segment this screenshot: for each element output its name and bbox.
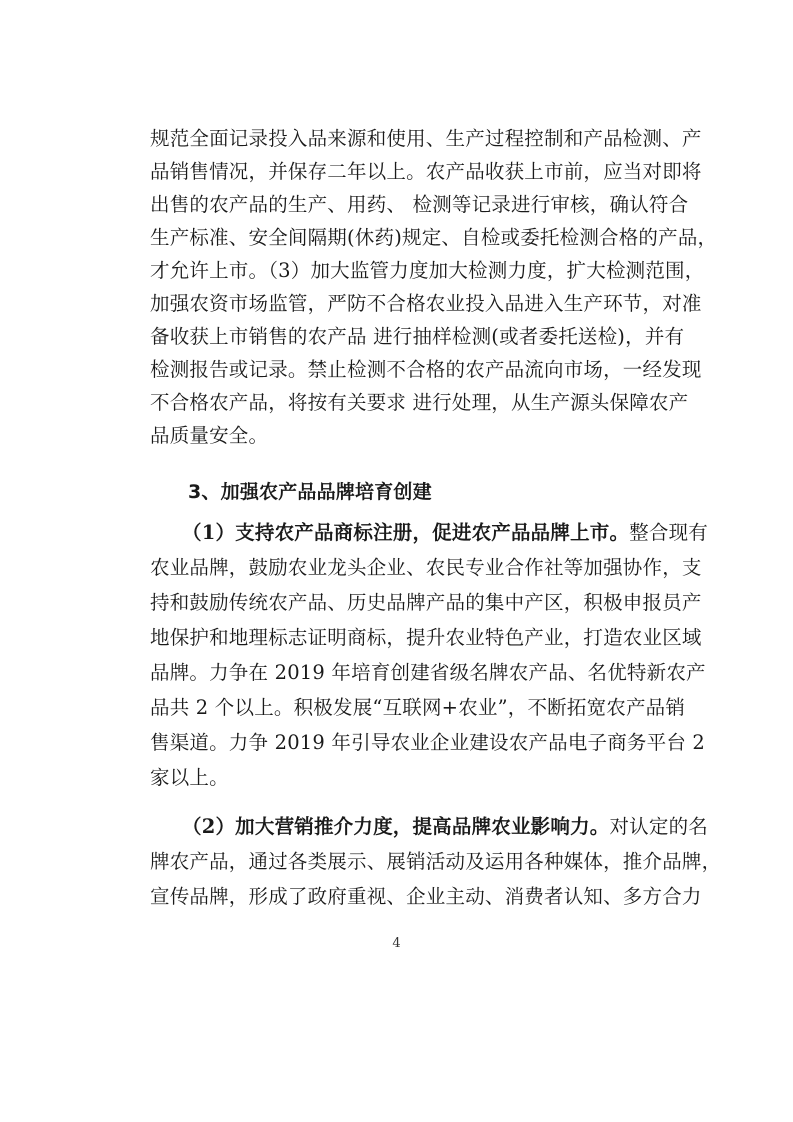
paragraph-lead: （2）加大营销推介力度，提高品牌农业影响力。 <box>182 815 610 838</box>
body-text-line: 规范全面记录投入品来源和使用、生产过程控制和产品检测、产 <box>150 127 702 150</box>
body-text-line: 品共 2 个以上。积极发展“互联网+农业”，不断拓宽农产品销 <box>150 696 686 719</box>
body-text-line: 加强农资市场监管，严防不合格农业投入品进入生产环节，对准 <box>150 292 702 315</box>
body-text-line: 牌农产品，通过各类展示、展销活动及运用各种媒体，推介品牌， <box>150 850 722 873</box>
body-text-line: 生产标准、安全间隔期(休药)规定、自检或委托检测合格的产品， <box>150 226 718 249</box>
body-text-line: 地保护和地理标志证明商标，提升农业特色产业，打造农业区域 <box>150 626 702 649</box>
paragraph-text: 对认定的名 <box>609 815 708 838</box>
body-text-line: 品销售情况，并保存二年以上。农产品收获上市前，应当对即将 <box>150 160 702 183</box>
body-text-line: 备收获上市销售的农产品 进行抽样检测(或者委托送检)，并有 <box>150 325 685 348</box>
paragraph-text: 整合现有 <box>629 521 708 544</box>
paragraph-first-line <box>182 812 708 842</box>
body-text-line: 宣传品牌，形成了政府重视、企业主动、消费者认知、多方合力 <box>150 885 702 908</box>
body-text-line: 售渠道。力争 2019 年引导农业企业建设农产品电子商务平台 2 <box>150 731 706 754</box>
body-text-line: 出售的农产品的生产、用药、 检测等记录进行审核，确认符合 <box>150 193 689 216</box>
body-text-line: 不合格农产品，将按有关要求 进行处理，从生产源头保障农产 <box>150 391 689 414</box>
body-text-line: 品质量安全。 <box>150 424 269 447</box>
paragraph-lead: （1）支持农产品商标注册，促进农产品品牌上市。 <box>182 521 630 544</box>
body-text-line: 家以上。 <box>150 766 229 789</box>
body-text-line: 持和鼓励传统农产品、历史品牌产品的集中产区，积极申报员产 <box>150 591 702 614</box>
body-text-line: 农业品牌，鼓励农业龙头企业、农民专业合作社等加强协作，支 <box>150 556 702 579</box>
page-number: 4 <box>392 936 401 951</box>
body-text-line: 才允许上市。（3）加大监管力度加大检测力度，扩大检测范围， <box>150 259 705 282</box>
body-text-line: 品牌。力争在 2019 年培育创建省级名牌农产品、名优特新农产 <box>150 661 706 684</box>
paragraph-first-line <box>182 518 708 548</box>
section-heading: 3、加强农产品品牌培育创建 <box>188 481 432 503</box>
body-text-line: 检测报告或记录。禁止检测不合格的农产品流向市场，一经发现 <box>150 358 702 381</box>
